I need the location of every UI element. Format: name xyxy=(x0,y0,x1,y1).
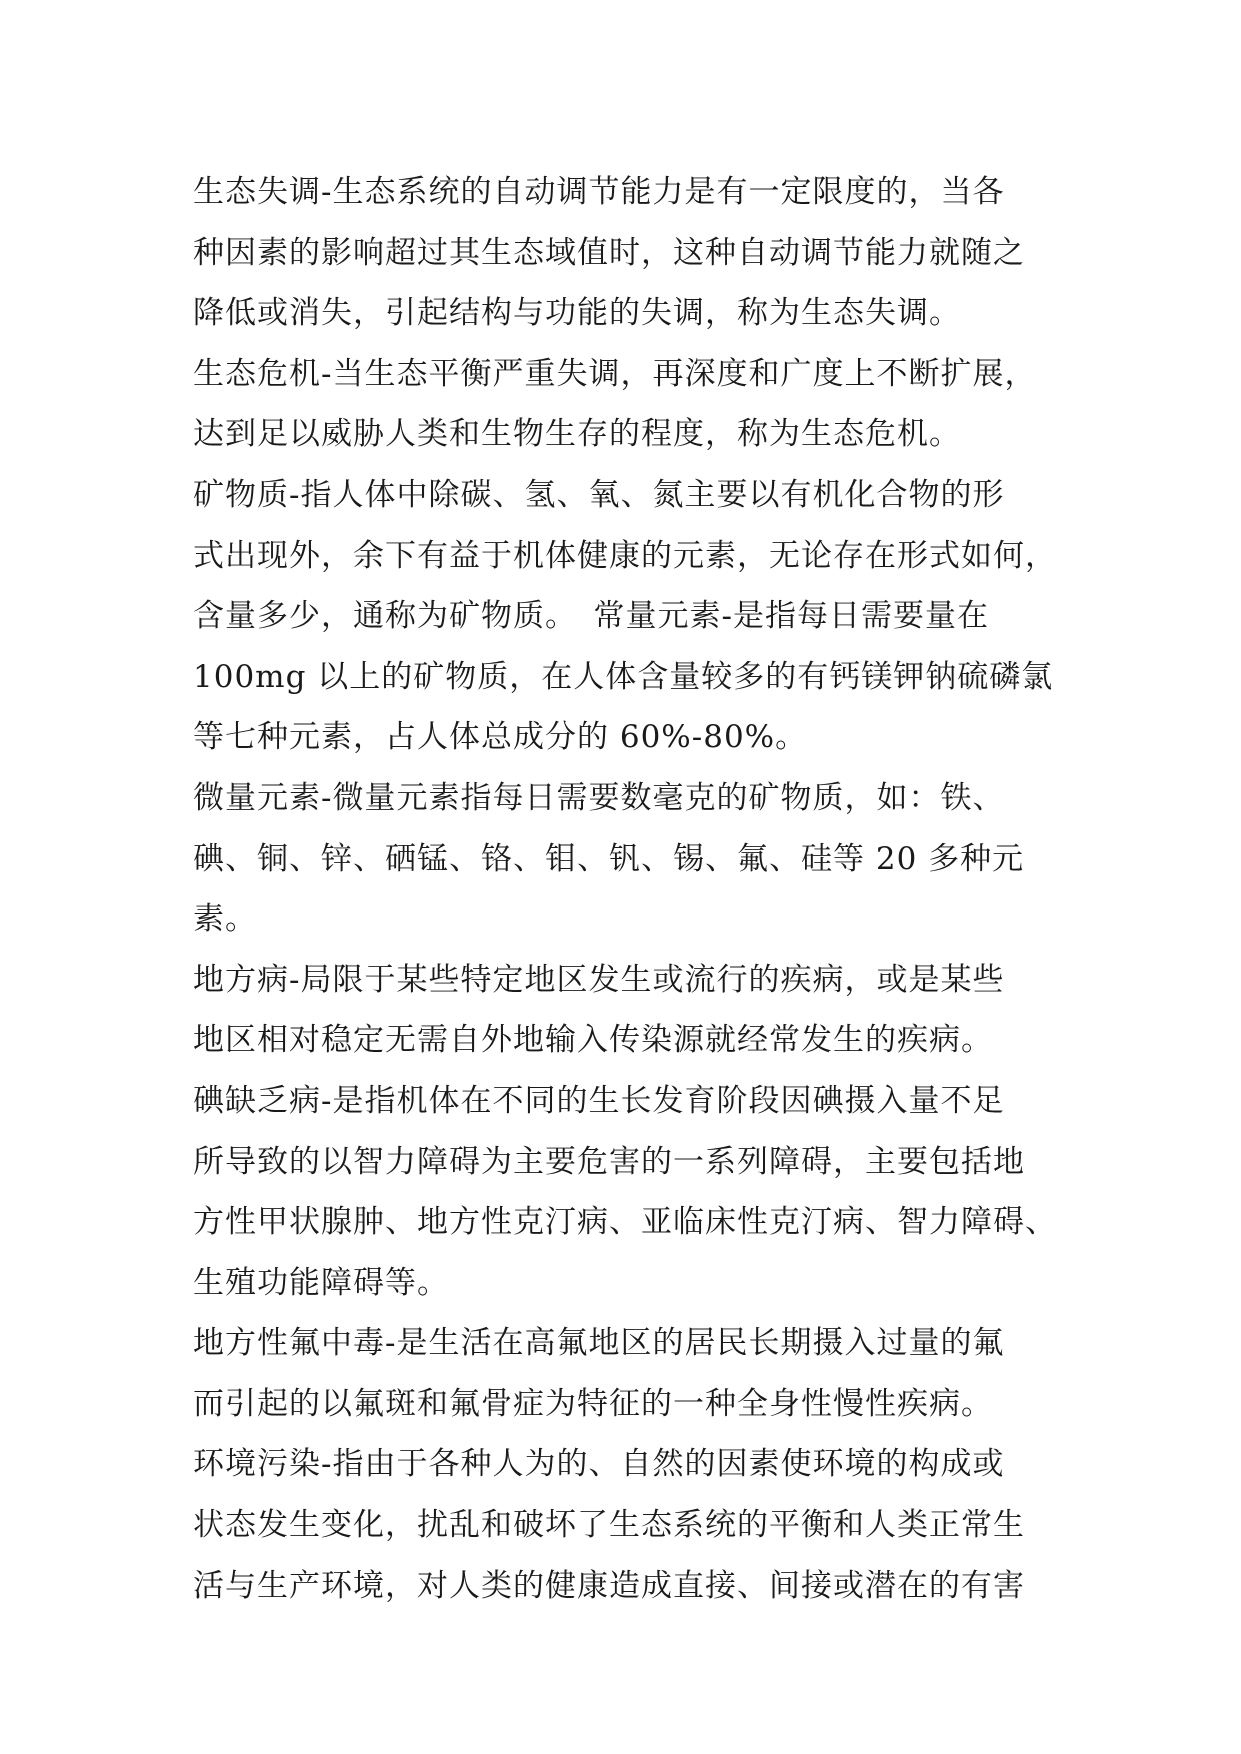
text-line: 降低或消失，引起结构与功能的失调，称为生态失调。 xyxy=(193,295,961,332)
text-line: 所导致的以智力障碍为主要危害的一系列障碍，主要包括地 xyxy=(193,1143,1025,1180)
text-line: 活与生产环境，对人类的健康造成直接、间接或潜在的有害 xyxy=(193,1567,1025,1604)
text-line: 地方病-局限于某些特定地区发生或流行的疾病，或是某些 xyxy=(193,961,1005,998)
text-line: 地区相对稳定无需自外地输入传染源就经常发生的疾病。 xyxy=(193,1022,993,1059)
text-line: 达到足以威胁人类和生物生存的程度，称为生态危机。 xyxy=(193,416,961,453)
text-line: 碘、铜、锌、硒锰、铬、钼、钒、锡、氟、硅等 20 多种元 xyxy=(193,840,1025,877)
text-line: 生殖功能障碍等。 xyxy=(193,1264,449,1301)
text-line: 状态发生变化，扰乱和破坏了生态系统的平衡和人类正常生 xyxy=(193,1507,1025,1544)
text-line: 环境污染-指由于各种人为的、自然的因素使环境的构成或 xyxy=(193,1446,1005,1483)
text-line: 式出现外，余下有益于机体健康的元素，无论存在形式如何， xyxy=(193,537,1057,574)
text-line: 素。 xyxy=(193,901,257,938)
text-line: 100mg 以上的矿物质，在人体含量较多的有钙镁钾钠硫磷氯 xyxy=(193,658,1054,695)
text-line: 方性甲状腺肿、地方性克汀病、亚临床性克汀病、智力障碍、 xyxy=(193,1204,1057,1241)
text-line: 而引起的以氟斑和氟骨症为特征的一种全身性慢性疾病。 xyxy=(193,1385,993,1422)
text-line: 碘缺乏病-是指机体在不同的生长发育阶段因碘摄入量不足 xyxy=(193,1082,1005,1119)
body-text xyxy=(193,162,1093,1616)
text-line: 生态危机-当生态平衡严重失调，再深度和广度上不断扩展， xyxy=(193,355,1037,392)
text-line: 微量元素-微量元素指每日需要数毫克的矿物质，如：铁、 xyxy=(193,779,1005,816)
text-line: 生态失调-生态系统的自动调节能力是有一定限度的，当各 xyxy=(193,174,1005,210)
text-line: 种因素的影响超过其生态域值时，这种自动调节能力就随之 xyxy=(193,234,1025,271)
text-line: 地方性氟中毒-是生活在高氟地区的居民长期摄入过量的氟 xyxy=(193,1325,1005,1362)
text-line: 矿物质-指人体中除碳、氢、氧、氮主要以有机化合物的形 xyxy=(193,476,1005,513)
text-line: 等七种元素，占人体总成分的 60%-80%。 xyxy=(193,719,808,756)
text-line: 含量多少，通称为矿物质。 常量元素-是指每日需要量在 xyxy=(193,598,989,635)
